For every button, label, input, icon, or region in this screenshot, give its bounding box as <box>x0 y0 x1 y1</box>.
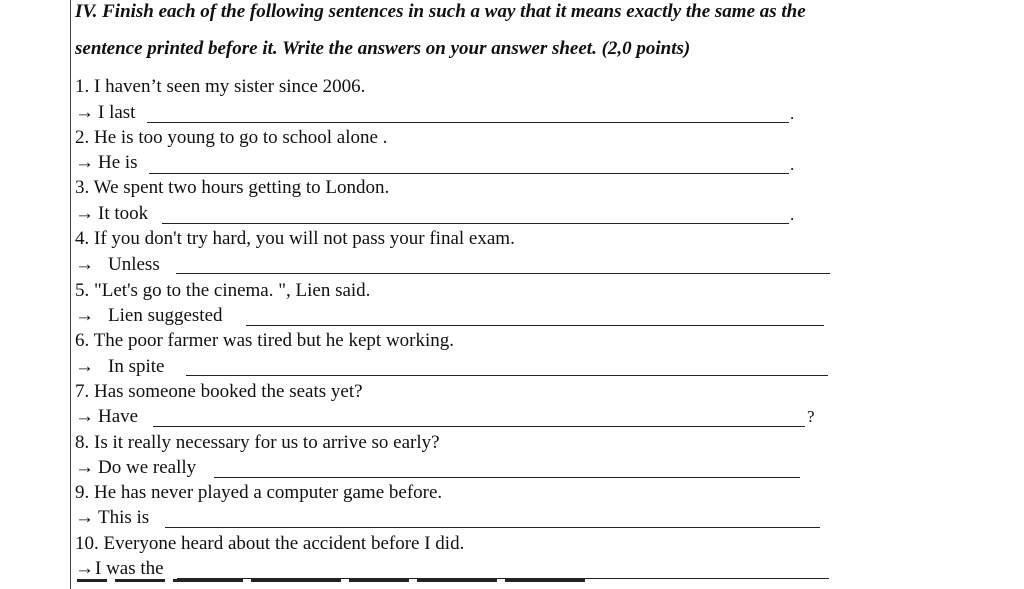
question-3: 3. We spent two hours getting to London. <box>75 177 390 198</box>
answer-blank-9[interactable] <box>165 527 820 528</box>
question-1: 1. I haven’t seen my sister since 2006. <box>75 76 366 97</box>
answer-prompt-10: →I was the <box>75 558 164 579</box>
answer-prompt-5: → Lien suggested <box>75 305 223 326</box>
answer-end-1: . <box>790 104 795 123</box>
arrow-icon: → <box>75 102 94 123</box>
arrow-icon: → <box>75 558 94 579</box>
answer-blank-2[interactable] <box>149 173 789 174</box>
question-7: 7. Has someone booked the seats yet? <box>75 381 363 402</box>
answer-end-7: ? <box>807 407 815 426</box>
arrow-icon: → <box>75 356 94 377</box>
answer-prompt-9: → This is <box>75 507 150 528</box>
arrow-icon: → <box>75 203 94 224</box>
answer-blank-3[interactable] <box>162 223 789 224</box>
answer-blank-7[interactable] <box>153 426 805 427</box>
arrow-icon: → <box>75 457 94 478</box>
arrow-icon: → <box>75 305 94 326</box>
answer-end-3: . <box>790 205 795 224</box>
answer-prompt-7: → Have <box>75 406 139 427</box>
question-8: 8. Is it really necessary for us to arrive so early? <box>75 432 440 453</box>
question-5: 5. "Let's go to the cinema. ", Lien said. <box>75 280 371 301</box>
section-heading-line-1: IV. Finish each of the following sentences in such a way that it means exactly the same as the <box>75 1 806 22</box>
answer-blank-8[interactable] <box>214 477 800 478</box>
question-6: 6. The poor farmer was tired but he kept working. <box>75 330 455 351</box>
question-10: 10. Everyone heard about the accident before I did. <box>75 533 465 554</box>
cut-off-next-heading <box>75 577 595 589</box>
answer-blank-1[interactable] <box>147 122 789 123</box>
question-4: 4. If you don't try hard, you will not pass your final exam. <box>75 228 515 249</box>
answer-blank-4[interactable] <box>176 273 830 274</box>
answer-prompt-4: → Unless <box>75 254 160 275</box>
arrow-icon: → <box>75 152 94 173</box>
answer-prompt-2: → He is <box>75 152 138 173</box>
answer-prompt-3: → It took <box>75 203 149 224</box>
arrow-icon: → <box>75 507 94 528</box>
answer-prompt-6: → In spite <box>75 356 165 377</box>
section-heading-line-2: sentence printed before it. Write the answers on your answer sheet. (2,0 points) <box>75 38 691 59</box>
answer-blank-6[interactable] <box>186 375 828 376</box>
page-left-border <box>70 0 71 589</box>
question-9: 9. He has never played a computer game before. <box>75 482 443 503</box>
question-2: 2. He is too young to go to school alone . <box>75 127 388 148</box>
answer-prompt-8: → Do we really <box>75 457 197 478</box>
answer-blank-5[interactable] <box>246 325 824 326</box>
answer-prompt-1: → I last <box>75 102 136 123</box>
answer-end-2: . <box>790 155 795 174</box>
arrow-icon: → <box>75 254 94 275</box>
arrow-icon: → <box>75 406 94 427</box>
